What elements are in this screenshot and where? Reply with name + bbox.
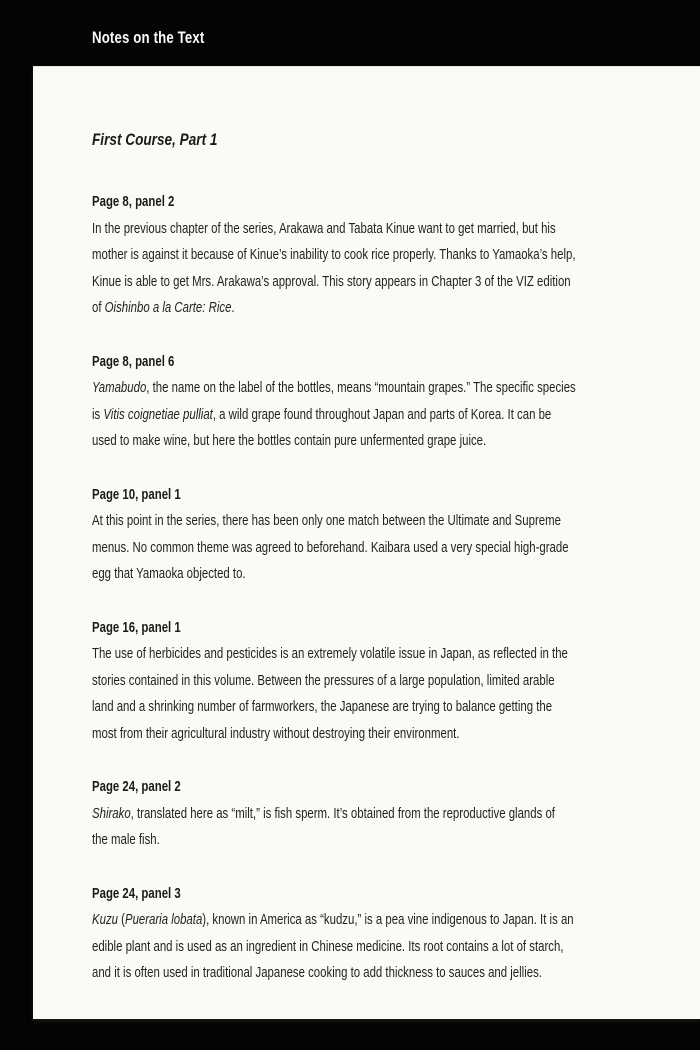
- italic-term: Vitis coignetiae pulliat: [103, 405, 213, 423]
- note-line: [92, 960, 554, 987]
- note-line: [92, 641, 568, 668]
- page-header-title: Notes on the Text: [92, 29, 205, 47]
- text-segment: menus. No common theme was agreed to beforehand. Kaibara used a very special high-grade: [92, 538, 569, 556]
- note-line: [92, 402, 554, 429]
- section-title: First Course, Part 1: [92, 130, 218, 149]
- text-segment: land and a shrinking number of farmworkers, the Japanese are trying to balance getting the: [92, 698, 553, 715]
- note-heading: Page 8, panel 6: [92, 352, 175, 370]
- note-section: [92, 774, 700, 854]
- note-line: [92, 694, 554, 721]
- text-segment: In the previous chapter of the series, Arakawa and Tabata Kinue want to get married, but his: [92, 219, 556, 237]
- note-heading: Page 10, panel 1: [92, 485, 181, 503]
- page-paper: [33, 66, 700, 1019]
- note-line: [92, 561, 554, 588]
- text-segment: used to make wine, but here the bottles contain pure unfermented grape juice.: [92, 432, 487, 449]
- italic-term: Oishinbo a la Carte: Rice: [104, 299, 232, 316]
- text-segment: (: [117, 911, 125, 928]
- text-segment: Kinue is able to get Mrs. Arakawa’s approval. This story appears in Chapter 3 of the VIZ edition: [92, 272, 571, 290]
- text-segment: , translated here as “milt,” is fish sperm. It’s obtained from the reproductive glands of: [130, 804, 555, 822]
- note-line: [92, 216, 554, 243]
- text-segment: , the name on the label of the bottles, means “mountain grapes.” The specific species: [146, 379, 576, 396]
- note-heading: Page 24, panel 2: [92, 778, 181, 795]
- note-line: [92, 668, 554, 695]
- text-segment: egg that Yamaoka objected to.: [92, 565, 246, 582]
- text-segment: is: [92, 405, 104, 423]
- note-section: [92, 482, 700, 588]
- note-heading: Page 16, panel 1: [92, 618, 181, 636]
- note-section: [92, 189, 700, 322]
- note-line: [92, 827, 554, 854]
- text-segment: ), known in America as “kudzu,” is a pea vine indigenous to Japan. It is an: [202, 911, 574, 928]
- note-line: [92, 428, 554, 455]
- italic-term: Pueraria lobata: [124, 911, 203, 928]
- note-line: [92, 508, 561, 535]
- note-line: [92, 907, 574, 934]
- text-segment: edible plant and is used as an ingredient in Chinese medicine. Its root contains a lot of starch,: [92, 937, 564, 955]
- text-segment: stories contained in this volume. Between the pressures of a large population, limited arable: [92, 671, 555, 689]
- text-segment: , a wild grape found throughout Japan and parts of Korea. It can be: [212, 405, 552, 423]
- note-line: [92, 801, 554, 828]
- text-segment: mother is against it because of Kinue’s inability to cook rice properly. Thanks to Yamaoka’s help,: [92, 246, 576, 263]
- note-section: [92, 881, 700, 987]
- page-content: [33, 67, 700, 987]
- italic-term: Yamabudo: [92, 379, 147, 396]
- note-line: [92, 242, 576, 269]
- note-line: [92, 269, 571, 296]
- note-line: [92, 721, 554, 748]
- note-line: [92, 295, 554, 322]
- text-segment: and it is often used in traditional Japanese cooking to add thickness to sauces and jellies.: [92, 964, 542, 981]
- note-heading: Page 8, panel 2: [92, 193, 175, 210]
- text-segment: .: [231, 299, 235, 316]
- text-segment: most from their agricultural industry without destroying their environment.: [92, 724, 460, 742]
- note-line: [92, 934, 564, 961]
- note-heading: Page 24, panel 3: [92, 884, 181, 902]
- text-segment: At this point in the series, there has been only one match between the Ultimate and Supreme: [92, 512, 561, 529]
- note-line: [92, 535, 569, 562]
- note-section: [92, 349, 700, 455]
- text-segment: The use of herbicides and pesticides is an extremely volatile issue in Japan, as reflected in the: [92, 645, 568, 662]
- text-segment: of: [92, 299, 105, 316]
- note-line: [92, 375, 576, 402]
- note-section: [92, 615, 700, 748]
- italic-term: Kuzu: [92, 911, 118, 928]
- text-segment: the male fish.: [92, 831, 160, 848]
- italic-term: Shirako: [92, 804, 131, 822]
- notes-list: [92, 189, 700, 987]
